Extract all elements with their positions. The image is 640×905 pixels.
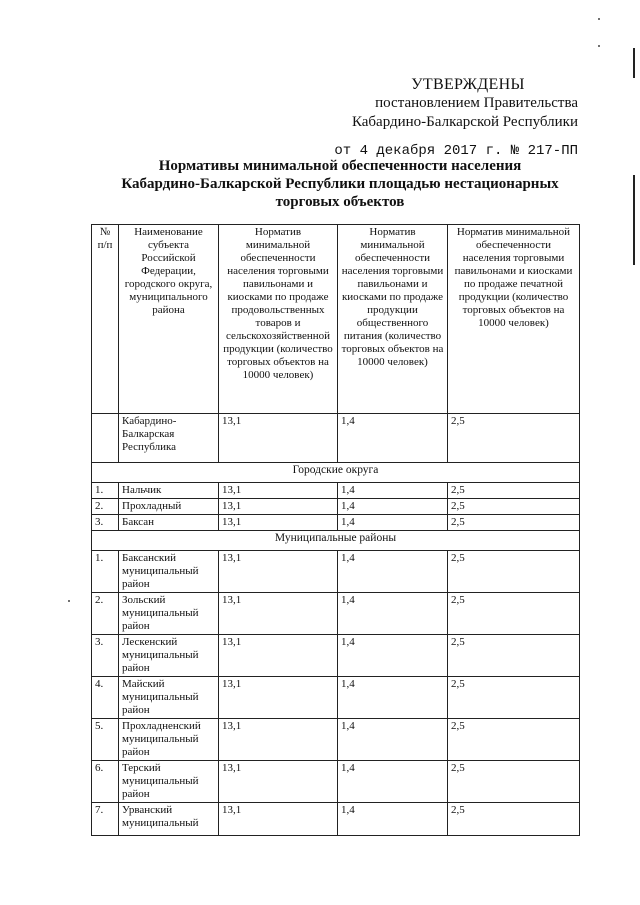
cell-name: Прохладненский муниципальный район [119, 719, 219, 761]
header-catering: Норматив минимальной обеспеченности населения торговыми павильонами и киосками по продаже продукции общественного питания (количество торговых объектов на 10000 человек) [338, 225, 448, 414]
cell-name: Баксанский муниципальный район [119, 551, 219, 593]
scan-speck [68, 600, 70, 602]
cell-catering: 1,4 [338, 593, 448, 635]
cell-food: 13,1 [219, 803, 338, 836]
cell-num: 5. [92, 719, 119, 761]
cell-num [92, 414, 119, 463]
cell-num: 6. [92, 761, 119, 803]
cell-catering: 1,4 [338, 499, 448, 515]
cell-catering: 1,4 [338, 483, 448, 499]
table-row [92, 499, 580, 515]
section-row-cities [92, 463, 580, 483]
cell-food: 13,1 [219, 551, 338, 593]
cell-press: 2,5 [448, 483, 580, 499]
cell-name: Лескенский муниципальный район [119, 635, 219, 677]
cell-num: 1. [92, 551, 119, 593]
scan-edge-mark-top [633, 48, 635, 78]
approval-stamp [318, 75, 578, 161]
cell-food: 13,1 [219, 677, 338, 719]
scan-edge-mark-bottom [633, 175, 635, 265]
cell-food: 13,1 [219, 483, 338, 499]
cell-catering: 1,4 [338, 635, 448, 677]
cell-name: Нальчик [119, 483, 219, 499]
title-line-3: торговых объектов [275, 194, 405, 210]
table-row [92, 761, 580, 803]
section-label: Городские округа [92, 463, 580, 483]
approval-line-2: Кабардино-Балкарской Республики [351, 114, 578, 130]
header-press: Норматив минимальной обеспеченности населения торговыми павильонами и киосками по продаже печатной продукции (количество торговых объектов на 10000 человек) [448, 225, 580, 414]
norms-table [91, 224, 580, 836]
cell-food: 13,1 [219, 414, 338, 463]
section-label: Муниципальные районы [92, 531, 580, 551]
cell-food: 13,1 [219, 719, 338, 761]
cell-press: 2,5 [448, 551, 580, 593]
section-row-districts [92, 531, 580, 551]
table-row [92, 677, 580, 719]
table-row [92, 551, 580, 593]
cell-num: 3. [92, 515, 119, 531]
cell-press: 2,5 [448, 677, 580, 719]
cell-num: 2. [92, 593, 119, 635]
cell-catering: 1,4 [338, 414, 448, 463]
title-line-2: Кабардино-Балкарской Республики площадью нестационарных [121, 176, 559, 192]
cell-name: Баксан [119, 515, 219, 531]
cell-press: 2,5 [448, 803, 580, 836]
cell-catering: 1,4 [338, 551, 448, 593]
cell-num: 2. [92, 499, 119, 515]
cell-food: 13,1 [219, 593, 338, 635]
cell-name: Терский муниципальный район [119, 761, 219, 803]
cell-press: 2,5 [448, 635, 580, 677]
cell-food: 13,1 [219, 635, 338, 677]
cell-num: 3. [92, 635, 119, 677]
cell-name: Майский муниципальный район [119, 677, 219, 719]
cell-catering: 1,4 [338, 515, 448, 531]
cell-num: 7. [92, 803, 119, 836]
table-row [92, 483, 580, 499]
title-line-1: Нормативы минимальной обеспеченности населения [158, 158, 522, 174]
scan-speck [598, 45, 600, 47]
table-row [92, 803, 580, 836]
cell-catering: 1,4 [338, 761, 448, 803]
cell-name: Урванский муниципальный [119, 803, 219, 836]
header-food: Норматив минимальной обеспеченности населения торговыми павильонами и киосками по продаже продовольственных товаров и сельскохозяйственной продукции (количество торговых объектов на 10000 человек) [219, 225, 338, 414]
cell-name: Кабардино-Балкарская Республика [119, 414, 219, 463]
cell-food: 13,1 [219, 499, 338, 515]
cell-press: 2,5 [448, 719, 580, 761]
cell-catering: 1,4 [338, 719, 448, 761]
cell-press: 2,5 [448, 761, 580, 803]
table-row [92, 719, 580, 761]
scan-speck [598, 18, 600, 20]
cell-food: 13,1 [219, 515, 338, 531]
decree-reference: от 4 декабря 2017 г. № 217-ПП [334, 143, 578, 159]
cell-name: Зольский муниципальный район [119, 593, 219, 635]
header-num: № п/п [92, 225, 119, 414]
approval-line-1: постановлением Правительства [375, 95, 578, 111]
cell-name: Прохладный [119, 499, 219, 515]
approval-heading: УТВЕРЖДЕНЫ [411, 76, 525, 93]
cell-food: 13,1 [219, 761, 338, 803]
header-name: Наименование субъекта Российской Федерации, городского округа, муниципального района [119, 225, 219, 414]
cell-num: 1. [92, 483, 119, 499]
cell-catering: 1,4 [338, 803, 448, 836]
table-row-region [92, 414, 580, 463]
table-row [92, 593, 580, 635]
table-header-row [92, 225, 580, 414]
cell-catering: 1,4 [338, 677, 448, 719]
table-row [92, 515, 580, 531]
cell-press: 2,5 [448, 499, 580, 515]
table-row [92, 635, 580, 677]
cell-press: 2,5 [448, 593, 580, 635]
cell-press: 2,5 [448, 414, 580, 463]
cell-num: 4. [92, 677, 119, 719]
cell-press: 2,5 [448, 515, 580, 531]
document-title [90, 157, 590, 211]
